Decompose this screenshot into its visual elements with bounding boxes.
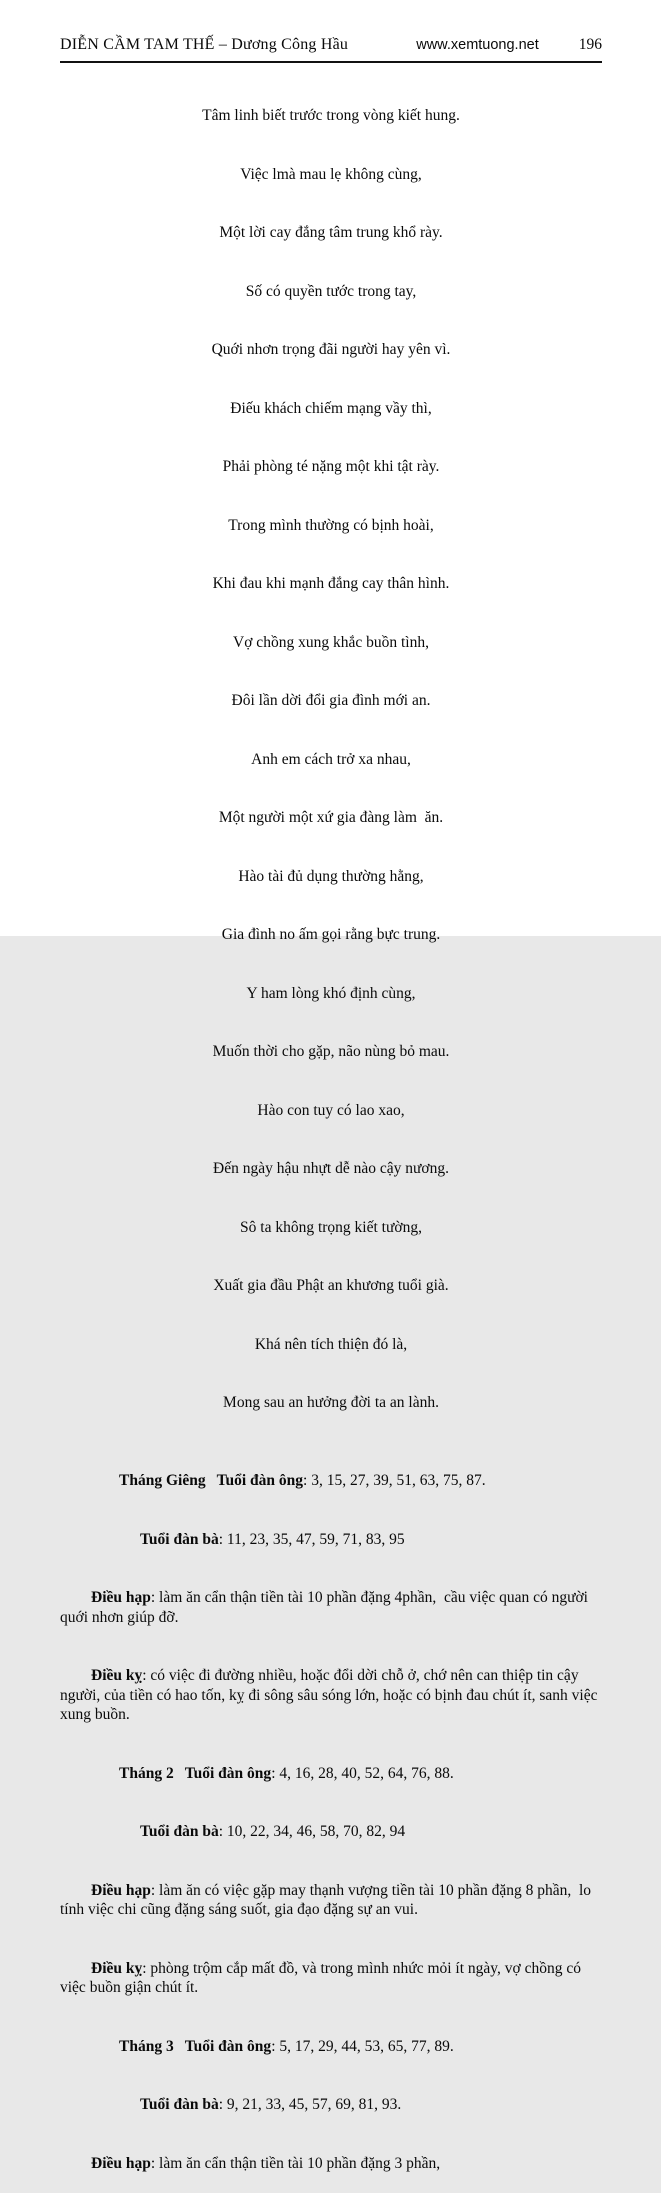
unfavorable-paragraph — [60, 1647, 602, 1745]
unfavorable-text: : có việc đi đường nhiều, hoặc đổi dời chỗ ở, chớ nên can thiệp tin cậy người, của tiền có hao tốn, kỵ đi sông sâu sóng lớn, hoặc có bịnh đau chút ít, sanh việc xung buồn. — [60, 1667, 602, 1723]
book-title: DIỄN CẦM TAM THẾ – Dương Công Hầu — [60, 36, 349, 53]
poem-line: Khá nên tích thiện đó là, — [254, 1335, 408, 1353]
poem-line: Điếu khách chiếm mạng vầy thì, — [230, 399, 432, 417]
favorable-text: : làm ăn có việc gặp may thạnh vượng tiền tài 10 phần đặng 8 phần, lo tính việc chi cũng đặng sáng suốt, gia đạo đặng sự an vui. — [60, 1881, 595, 1918]
unfavorable-text: : phòng trộm cắp mất đồ, và trong mình nhức mỏi ít ngày, vợ chồng có việc buồn giận chút ít. — [60, 1959, 585, 1996]
favorable-label: Điều hạp — [91, 1881, 151, 1899]
women-ages-values: : 10, 22, 34, 46, 58, 70, 82, 94 — [218, 1823, 406, 1840]
poem-line: Xuất gia đầu Phật an khương tuổi già. — [213, 1277, 449, 1294]
month-name: Tháng 3 — [119, 2037, 174, 2055]
women-ages-line — [60, 2076, 602, 2135]
month-section-thang-3 — [60, 2017, 602, 2193]
favorable-paragraph — [60, 1861, 602, 1939]
month-heading — [60, 2017, 602, 2076]
unfavorable-label: Điều kỵ — [91, 1959, 143, 1977]
month-heading — [60, 1452, 602, 1511]
poem-line: Số có quyền tước trong tay, — [245, 282, 417, 300]
month-sections — [60, 1452, 602, 2193]
poem-line: Y ham lòng khó định cùng, — [246, 984, 416, 1002]
favorable-paragraph — [60, 1569, 602, 1647]
poem-line: Quới nhơn trọng đãi người hay yên vì. — [211, 341, 451, 358]
poem-line: Tâm linh biết trước trong vòng kiết hung. — [202, 107, 460, 124]
women-ages-label: Tuổi đàn bà — [140, 1530, 219, 1548]
women-ages-line — [60, 1803, 602, 1862]
women-ages-label: Tuổi đàn bà — [140, 2096, 219, 2113]
favorable-text: : làm ăn cẩn thận tiền tài 10 phần đặng 3 phần, — [150, 2154, 441, 2172]
poem-line: Một người một xứ gia đàng làm ăn. — [218, 809, 444, 826]
poem-line: Sô ta không trọng kiết tường, — [240, 1218, 422, 1236]
men-ages-values: : 5, 17, 29, 44, 53, 65, 77, 89. — [271, 2037, 454, 2055]
women-ages-values: : 11, 23, 35, 47, 59, 71, 83, 95 — [218, 1530, 405, 1548]
poem-line: Hào tài đủ dụng thường hằng, — [238, 867, 424, 885]
month-name: Tháng 2 — [119, 1764, 174, 1782]
men-ages-values: : 3, 15, 27, 39, 51, 63, 75, 87. — [303, 1472, 486, 1489]
month-heading — [60, 1744, 602, 1803]
poem-line: Mong sau an hưởng đời ta an lành. — [223, 1394, 439, 1411]
favorable-text: : làm ăn cẩn thận tiền tài 10 phần đặng 4phần, cầu việc quan có người quới nhơn giúp đỡ. — [60, 1589, 592, 1626]
poem-line: Trong mình thường có bịnh hoài, — [228, 516, 434, 534]
poem — [60, 67, 602, 1452]
favorable-label: Điều hạp — [91, 2154, 151, 2172]
poem-line: Phải phòng té nặng một khi tật rày. — [222, 458, 440, 475]
men-ages-label: Tuổi đàn ông — [216, 1472, 304, 1489]
poem-line: Muốn thời cho gặp, não nùng bỏ mau. — [212, 1043, 450, 1060]
header-right-group — [416, 36, 602, 54]
website-url: www.xemtuong.net — [416, 37, 539, 53]
month-section-thang-2 — [60, 1744, 602, 2017]
men-ages-values: : 4, 16, 28, 40, 52, 64, 76, 88. — [271, 1764, 454, 1782]
month-name: Tháng Giêng — [119, 1472, 206, 1489]
page-header — [60, 36, 602, 63]
women-ages-line — [60, 1510, 602, 1569]
men-ages-label: Tuổi đàn ông — [184, 2037, 272, 2055]
favorable-label: Điều hạp — [91, 1589, 151, 1606]
poem-line: Một lời cay đắng tâm trung khổ rày. — [219, 224, 443, 241]
poem-line: Hào con tuy có lao xao, — [257, 1101, 405, 1119]
poem-line: Gia đình no ấm gọi rằng bực trung. — [221, 926, 441, 943]
poem-line: Đến ngày hậu nhựt dễ nào cậy nương. — [213, 1160, 449, 1177]
men-ages-label: Tuổi đàn ông — [184, 1764, 272, 1782]
poem-line: Khi đau khi mạnh đắng cay thân hình. — [212, 575, 450, 592]
unfavorable-paragraph — [60, 1939, 602, 2017]
poem-line: Anh em cách trở xa nhau, — [251, 750, 411, 768]
poem-line: Việc lmà mau lẹ không cùng, — [240, 165, 422, 183]
page-number: 196 — [578, 36, 602, 53]
favorable-paragraph — [60, 2134, 602, 2193]
unfavorable-label: Điều kỵ — [91, 1667, 143, 1684]
women-ages-label: Tuổi đàn bà — [140, 1823, 219, 1840]
women-ages-values: : 9, 21, 33, 45, 57, 69, 81, 93. — [218, 2096, 402, 2113]
poem-line: Đôi lần dời đổi gia đình mới an. — [231, 692, 431, 709]
month-section-thang-gieng — [60, 1452, 602, 1745]
poem-line: Vợ chồng xung khắc buồn tình, — [233, 633, 429, 651]
